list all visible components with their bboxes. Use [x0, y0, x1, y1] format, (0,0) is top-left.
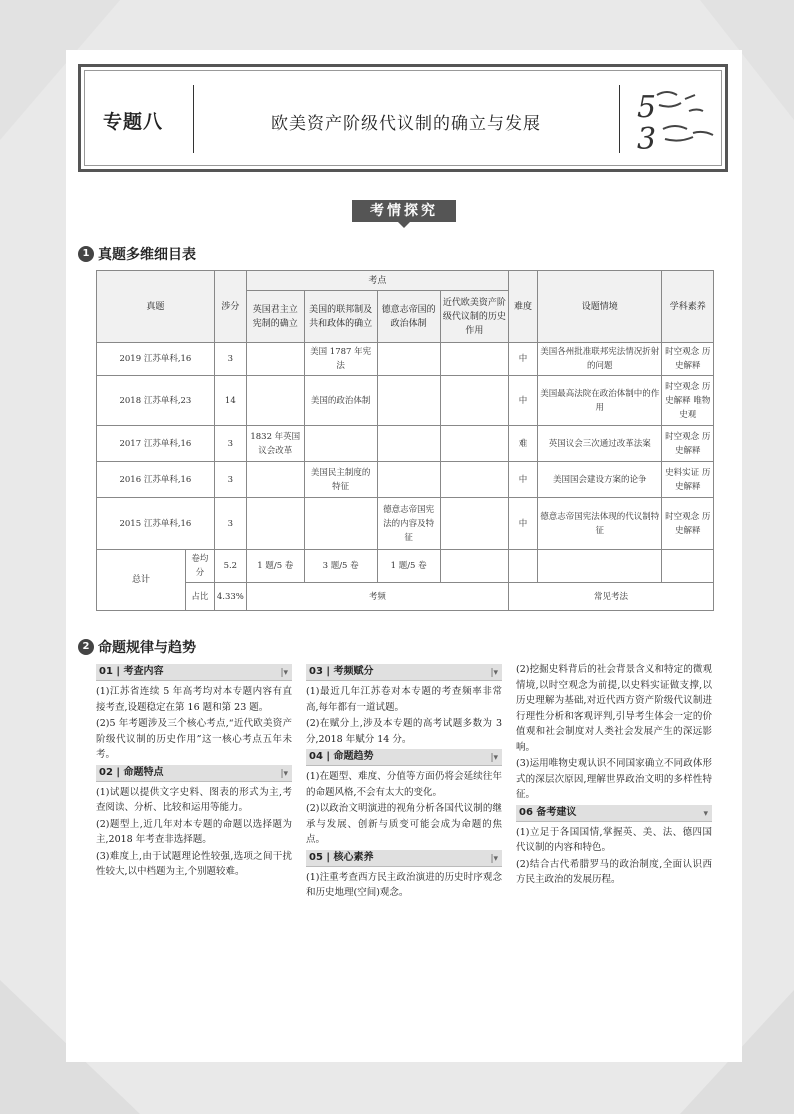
logo-5-3 — [637, 85, 719, 155]
point-cell — [304, 498, 377, 550]
paragraph: (2)在赋分上,涉及本专题的高考试题多数为 3 分,2018 年赋分 14 分。 — [306, 718, 502, 745]
paragraph: (2)挖掘史料背后的社会背景含义和特定的微观情境,以时空观念为前提,以史料实证做支撑,以历史理解为基础,对近代西方资产阶级代议制进行理性分析和客观评判,引导考生体会一定的价值观和社会制度对人类社会发展产生的深远影响。 — [516, 664, 712, 753]
svg-text:3: 3 — [637, 122, 657, 155]
empty-cell — [509, 550, 538, 583]
point-cell: 美国的政治体制 — [304, 376, 377, 426]
avg-value: 5.2 — [214, 550, 246, 583]
point-cell: 美国 1787 年宪法 — [304, 343, 377, 376]
empty-cell — [440, 550, 508, 583]
score-cell: 3 — [214, 426, 246, 462]
topic-title: 欧美资产阶级代议制的确立与发展 — [271, 114, 541, 134]
point-cell — [246, 498, 304, 550]
scenario-cell: 德意志帝国宪法体现的代议制特征 — [537, 498, 661, 550]
header-score: 涉分 — [214, 271, 246, 343]
point-cell — [246, 376, 304, 426]
chevron-down-icon: |▾ — [280, 668, 288, 678]
table-row — [97, 462, 714, 498]
block-04-header — [306, 749, 502, 766]
topic-number: 专题八 — [103, 111, 164, 133]
document-page — [66, 50, 742, 1062]
scenario-cell: 美国国会建设方案的论争 — [537, 462, 661, 498]
table-row — [97, 426, 714, 462]
point-cell — [246, 462, 304, 498]
avg-point-2: 3 题/5 卷 — [304, 550, 377, 583]
block-03-header — [306, 664, 502, 681]
difficulty-cell: 难 — [509, 426, 538, 462]
literacy-cell: 时空观念 历史解释 — [662, 426, 714, 462]
column-3 — [516, 662, 712, 889]
exam-analysis-table — [96, 270, 714, 611]
ratio-points: 考频 — [246, 583, 508, 611]
block-label: 02 | 命题特点 — [99, 766, 164, 778]
block-label: 03 | 考频赋分 — [309, 666, 374, 678]
literacy-cell: 史料实证 历史解释 — [662, 462, 714, 498]
point-cell — [440, 462, 508, 498]
header-divider — [619, 85, 620, 153]
topic-header — [78, 64, 728, 172]
paragraph: (1)注重考查西方民主政治演进的历史时序观念和历史地理(空间)观念。 — [306, 871, 502, 898]
section-title: 命题规律与趋势 — [98, 640, 196, 656]
paragraph: (2)结合古代希腊罗马的政治制度,全面认识西方民主政治的发展历程。 — [516, 858, 712, 885]
section-heading-2 — [78, 637, 196, 657]
ratio-label: 占比 — [185, 583, 214, 611]
paragraph: (1)立足于各国国情,掌握英、美、法、德四国代议制的内容和特色。 — [516, 826, 712, 853]
score-cell: 3 — [214, 498, 246, 550]
block-label: 01 | 考查内容 — [99, 666, 164, 678]
difficulty-cell: 中 — [509, 343, 538, 376]
point-cell — [440, 426, 508, 462]
difficulty-cell: 中 — [509, 376, 538, 426]
section-heading-1 — [78, 244, 196, 264]
table-row — [97, 376, 714, 426]
point-cell — [377, 426, 440, 462]
header-points: 考点 — [246, 271, 508, 291]
table-row — [97, 343, 714, 376]
block-01-header — [96, 664, 292, 681]
scenario-cell: 美国各州批准联邦宪法情况折射的问题 — [537, 343, 661, 376]
section-number-icon: 1 — [78, 246, 94, 262]
point-cell: 1832 年英国议会改革 — [246, 426, 304, 462]
column-1 — [96, 662, 292, 881]
chevron-down-icon: |▾ — [490, 753, 498, 763]
header-difficulty: 难度 — [509, 271, 538, 343]
point-cell — [246, 343, 304, 376]
block-02-header — [96, 765, 292, 782]
block-06-header — [516, 805, 712, 822]
point-cell — [304, 426, 377, 462]
exam-cell: 2018 江苏单科,23 — [97, 376, 215, 426]
ratio-scenario: 常见考法 — [509, 583, 714, 611]
score-cell: 14 — [214, 376, 246, 426]
paragraph: (2)5 年考题涉及三个核心考点,“近代欧美资产阶级代议制的历史作用”这一核心考点五年未考。 — [96, 718, 292, 760]
difficulty-cell: 中 — [509, 498, 538, 550]
section-title: 真题多维细目表 — [98, 247, 196, 263]
scenario-cell: 英国议会三次通过改革法案 — [537, 426, 661, 462]
total-row — [97, 550, 714, 583]
score-cell: 3 — [214, 343, 246, 376]
ratio-value: 4.33% — [214, 583, 246, 611]
point-cell — [377, 376, 440, 426]
block-label: 05 | 核心素养 — [309, 851, 374, 863]
block-label: 04 | 命题趋势 — [309, 751, 374, 763]
paragraph: (2)以政治文明演进的视角分析各国代议制的继承与发展、创新与质变可能会成为命题的焦点。 — [306, 803, 502, 845]
empty-cell — [537, 550, 661, 583]
exam-cell: 2016 江苏单科,16 — [97, 462, 215, 498]
column-2 — [306, 662, 502, 902]
scenario-cell: 美国最高法院在政治体制中的作用 — [537, 376, 661, 426]
header-scenario: 设题情境 — [537, 271, 661, 343]
svg-text:5: 5 — [637, 90, 657, 125]
literacy-cell: 时空观念 历史解释 — [662, 498, 714, 550]
exam-cell: 2015 江苏单科,16 — [97, 498, 215, 550]
badge-pointer — [398, 222, 410, 228]
paragraph: (3)难度上,由于试题理论性较强,选项之间干扰性较大,以中档题为主,个别题较难。 — [96, 850, 292, 877]
chevron-down-icon: ▾ — [703, 808, 708, 819]
block-05-header — [306, 850, 502, 867]
avg-point-1: 1 题/5 卷 — [246, 550, 304, 583]
table-row — [97, 498, 714, 550]
header-literacy: 学科素养 — [662, 271, 714, 343]
paragraph: (1)在题型、难度、分值等方面仍将会延续往年的命题风格,不会有太大的变化。 — [306, 771, 502, 798]
section-number-icon: 2 — [78, 639, 94, 655]
header-point-2: 美国的联邦制及共和政体的确立 — [304, 291, 377, 343]
paragraph: (3)运用唯物史观认识不同国家确立不同政体形式的深层次原因,理解世界政治文明的多样性特征。 — [516, 758, 712, 800]
paragraph: (1)江苏省连续 5 年高考均对本专题内容有直接考查,设题稳定在第 16 题和第 23 题。 — [96, 686, 292, 713]
header-point-3: 德意志帝国的政治体制 — [377, 291, 440, 343]
header-point-4: 近代欧美资产阶级代议制的历史作用 — [440, 291, 508, 343]
exam-cell: 2019 江苏单科,16 — [97, 343, 215, 376]
block-label: 06 备考建议 — [519, 806, 577, 818]
point-cell: 德意志帝国宪法的内容及特征 — [377, 498, 440, 550]
total-label: 总计 — [97, 550, 186, 611]
header-point-1: 英国君主立宪制的确立 — [246, 291, 304, 343]
literacy-cell: 时空观念 历史解释 唯物史观 — [662, 376, 714, 426]
paragraph: (1)最近几年江苏卷对本专题的考查频率非常高,每年都有一道试题。 — [306, 686, 502, 713]
point-cell: 美国民主制度的特征 — [304, 462, 377, 498]
avg-label: 卷均分 — [185, 550, 214, 583]
avg-point-3: 1 题/5 卷 — [377, 550, 440, 583]
chevron-down-icon: |▾ — [280, 768, 288, 779]
paragraph: (1)试题以提供文字史料、图表的形式为主,考查阅读、分析、比较和运用等能力。 — [96, 786, 292, 813]
ratio-row — [97, 583, 714, 611]
point-cell — [377, 462, 440, 498]
exam-analysis-badge: 考情探究 — [352, 200, 456, 222]
literacy-cell: 时空观念 历史解释 — [662, 343, 714, 376]
empty-cell — [662, 550, 714, 583]
point-cell — [440, 376, 508, 426]
chevron-down-icon: |▾ — [490, 668, 498, 678]
score-cell: 3 — [214, 462, 246, 498]
difficulty-cell: 中 — [509, 462, 538, 498]
paragraph: (2)题型上,近几年对本专题的命题以选择题为主,2018 年考查非选择题。 — [96, 818, 292, 845]
point-cell — [440, 498, 508, 550]
point-cell — [440, 343, 508, 376]
exam-cell: 2017 江苏单科,16 — [97, 426, 215, 462]
header-exam: 真题 — [97, 271, 215, 343]
chevron-down-icon: |▾ — [490, 853, 498, 864]
point-cell — [377, 343, 440, 376]
